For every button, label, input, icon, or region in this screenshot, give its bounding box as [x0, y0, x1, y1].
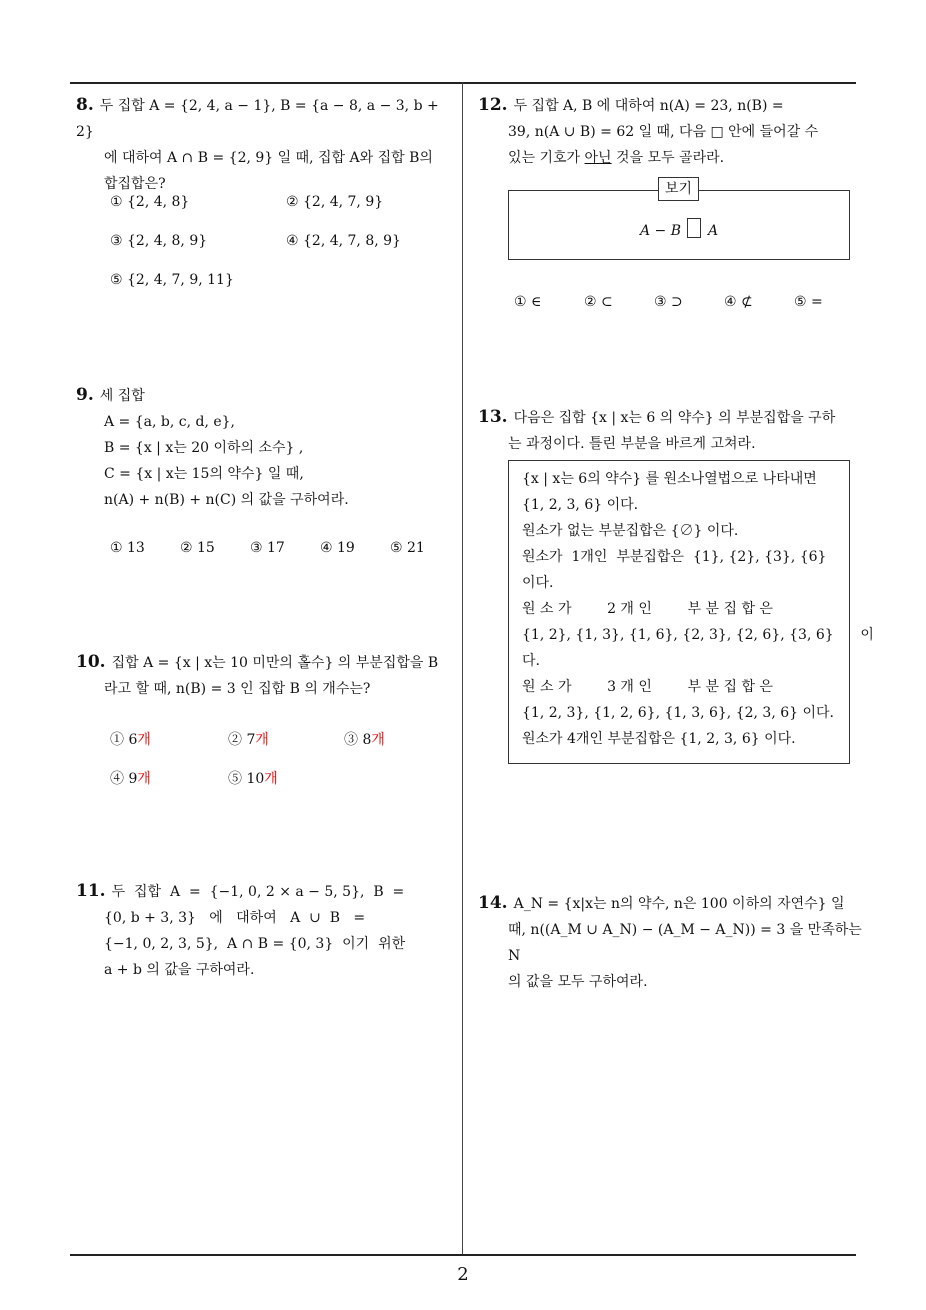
choice-5[interactable]: ⑤ {2, 4, 7, 9, 11} [110, 272, 234, 288]
question-text: 두 집합 A = {−1, 0, 2 × a − 5, 5}, B = [111, 884, 405, 900]
choice-4[interactable] [110, 768, 151, 788]
question-text: {−1, 0, 2, 3, 5}, A ∩ B = {0, 3} 이기 위한 [104, 936, 406, 952]
choice-5[interactable] [228, 768, 278, 788]
choice-3[interactable]: ③ 17 [250, 540, 285, 556]
question-text: C = {x | x는 15의 약수} 일 때, [104, 466, 304, 482]
question-number: 10. [76, 652, 106, 672]
set-expression [640, 218, 718, 239]
question-text: A = {a, b, c, d, e}, [104, 414, 236, 430]
question-number: 14. [478, 893, 508, 913]
question-text: 에 대하여 A ∩ B = {2, 9} 일 때, 집합 A와 집합 B의 [104, 150, 433, 166]
solution-line: {1, 2, 3}, {1, 2, 6}, {1, 3, 6}, {2, 3, 6} 이다. [522, 705, 834, 721]
solution-line: 원소가 1개인 부분집합은 {1}, {2}, {3}, {6} [522, 549, 827, 565]
question-text: {0, b + 3, 3} 에 대하여 A ∪ B = [104, 910, 366, 926]
question-text: a + b 의 값을 구하여라. [104, 962, 255, 978]
choice-unit: 개 [137, 732, 151, 748]
choice-unit: 개 [371, 732, 385, 748]
choice-5[interactable]: ⑤ = [794, 294, 823, 310]
choice-4[interactable]: ④ 19 [320, 540, 355, 556]
expression-right: A [707, 223, 719, 239]
choice-2[interactable] [228, 729, 269, 749]
question-11 [76, 878, 462, 983]
question-text: 라고 할 때, n(B) = 3 인 집합 B 의 개수는? [104, 681, 371, 697]
solution-line: {1, 2}, {1, 3}, {1, 6}, {2, 3}, {2, 6}, {3, 6} 이 [522, 627, 874, 643]
solution-line: 원소가 없는 부분집합은 {∅} 이다. [522, 523, 739, 539]
solution-line: 다. [522, 653, 540, 669]
solution-line: {x | x는 6의 약수} 를 원소나열법으로 나타내면 [522, 471, 817, 487]
choice-1[interactable]: ① 13 [110, 540, 145, 556]
choice-5[interactable]: ⑤ 21 [390, 540, 425, 556]
choice-label: ③ 8 [344, 732, 372, 748]
choice-label: ② 7 [228, 732, 256, 748]
question-12 [478, 92, 862, 171]
question-number: 9. [76, 385, 94, 405]
question-number: 8. [76, 95, 94, 115]
choice-2[interactable]: ② 15 [180, 540, 215, 556]
text-part: 있는 기호가 [508, 150, 585, 166]
question-number: 11. [76, 881, 106, 901]
question-text: 는 과정이다. 틀린 부분을 바르게 고쳐라. [508, 436, 756, 452]
question-text [478, 145, 862, 171]
choice-label: ⑤ 10 [228, 771, 265, 787]
choice-4[interactable]: ④ ⊄ [724, 294, 753, 310]
choice-unit: 개 [137, 771, 151, 787]
solution-line: 원 소 가 2 개 인 부 분 집 합 은 [522, 601, 773, 617]
question-text: 때, n((A_M ∪ A_N) − (A_M − A_N)) = 3 을 만족하는 N [508, 922, 862, 964]
choice-label: ① 6 [110, 732, 138, 748]
underlined-text: 아닌 [584, 150, 612, 166]
question-text: B = {x | x는 20 이하의 소수} , [104, 440, 304, 456]
solution-line: {1, 2, 3, 6} 이다. [522, 497, 639, 513]
choice-3[interactable]: ③ {2, 4, 8, 9} [110, 233, 208, 249]
blank-box-icon [687, 218, 701, 238]
question-text: 세 집합 [99, 388, 145, 404]
question-number: 12. [478, 95, 508, 115]
solution-line: 이다. [522, 575, 554, 591]
question-text: 두 집합 A, B 에 대하여 n(A) = 23, n(B) = [513, 98, 784, 114]
choice-unit: 개 [255, 732, 269, 748]
choice-unit: 개 [264, 771, 278, 787]
question-text: 의 값을 모두 구하여라. [508, 974, 648, 990]
question-9 [76, 382, 456, 513]
choice-1[interactable]: ① {2, 4, 8} [110, 194, 190, 210]
question-text: 집합 A = {x | x는 10 미만의 홀수} 의 부분집합을 B [111, 655, 439, 671]
solution-line: 원 소 가 3 개 인 부 분 집 합 은 [522, 679, 773, 695]
question-text: 다음은 집합 {x | x는 6 의 약수} 의 부분집합을 구하 [513, 410, 836, 426]
question-10 [76, 649, 462, 702]
question-8 [76, 92, 456, 197]
choice-2[interactable]: ② ⊂ [584, 294, 613, 310]
bottom-rule [70, 1254, 856, 1256]
question-text: A_N = {x|x는 n의 약수, n은 100 이하의 자연수} 일 [513, 896, 845, 912]
question-14 [478, 890, 862, 995]
page-number: 2 [457, 1264, 469, 1285]
choice-1[interactable]: ① ∈ [514, 294, 542, 310]
question-text: 두 집합 A = {2, 4, a − 1}, B = {a − 8, a − 3, b + 2} [76, 98, 439, 140]
example-box-label: 보기 [658, 177, 699, 201]
question-number: 13. [478, 407, 508, 427]
question-13 [478, 404, 862, 457]
choice-label: ④ 9 [110, 771, 138, 787]
question-text: 합집합은? [104, 176, 166, 192]
column-divider [462, 82, 463, 1256]
question-text: 39, n(A ∪ B) = 62 일 때, 다음 □ 안에 들어갈 수 [508, 124, 819, 140]
expression-left: A − B [640, 223, 682, 239]
question-text: n(A) + n(B) + n(C) 의 값을 구하여라. [104, 492, 349, 508]
solution-line: 원소가 4개인 부분집합은 {1, 2, 3, 6} 이다. [522, 731, 796, 747]
choice-1[interactable] [110, 729, 151, 749]
choice-3[interactable]: ③ ⊃ [654, 294, 683, 310]
choice-4[interactable]: ④ {2, 4, 7, 8, 9} [286, 233, 401, 249]
choice-2[interactable]: ② {2, 4, 7, 9} [286, 194, 384, 210]
text-part: 것을 모두 골라라. [611, 150, 725, 166]
choice-3[interactable] [344, 729, 385, 749]
